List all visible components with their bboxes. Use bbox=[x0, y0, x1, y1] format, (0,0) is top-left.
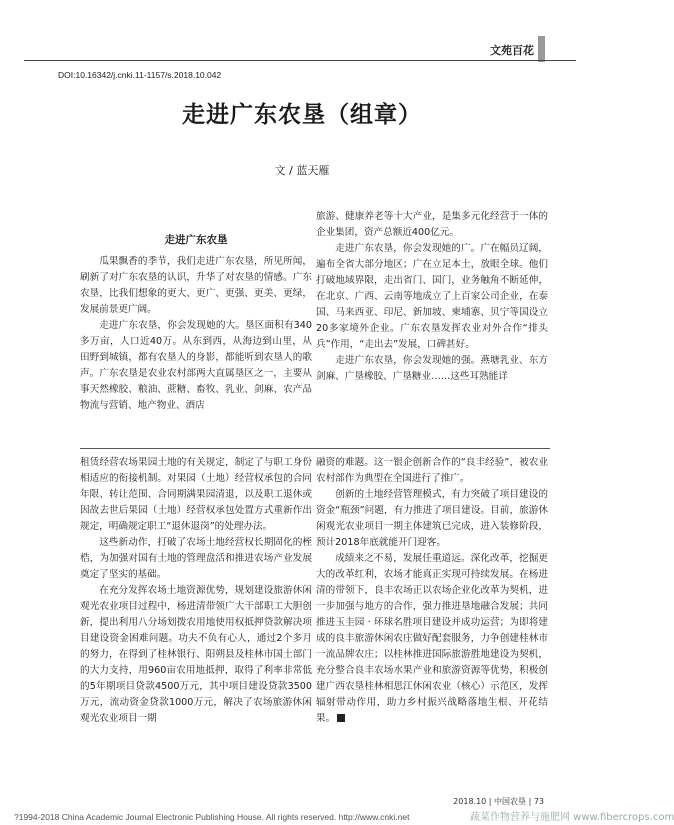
header-rule bbox=[24, 60, 576, 61]
column-right-bottom bbox=[316, 455, 548, 727]
article-title: 走进广东农垦（组章） bbox=[182, 102, 422, 128]
byline: 文 / 蓝天雁 bbox=[274, 164, 330, 177]
paragraph: 走进广东农垦，你会发现她的强。燕塘乳业、东方剑麻、广垦橡胶、广垦糖业……这些耳熟能详 bbox=[316, 355, 548, 382]
paragraph: 这些新动作，打破了农场土地经营权长期固化的桎梏，为加强对国有土地的管理盘活和推进农场产业发展奠定了坚实的基础。 bbox=[80, 537, 312, 580]
paragraph: 旅游、健康养老等十大产业，是集多元化经营于一体的企业集团，资产总额近400亿元。 bbox=[316, 211, 548, 238]
column-left-bottom bbox=[80, 455, 312, 727]
column-right-top bbox=[316, 209, 548, 385]
section-bar bbox=[538, 36, 545, 62]
column-left-top bbox=[80, 232, 312, 414]
watermark: 蔬菜作物营养与施肥网 www.fibercrops.com bbox=[470, 812, 674, 823]
section-label: 文苑百花 bbox=[490, 44, 534, 57]
end-of-article-icon bbox=[337, 714, 345, 722]
copyright-notice: ?1994-2018 China Academic Journal Electronic Publishing House. All rights reserved. http://www.cnki.net bbox=[14, 812, 410, 822]
paragraph: 瓜果飘香的季节，我们走进广东农垦，所见所闻，刷新了对广东农垦的认识，升华了对农垦的情感。广东农垦，比我们想象的更大、更广、更强、更美、更绿，发展前景更广阔。 bbox=[80, 256, 312, 315]
doi: DOI:10.16342/j.cnki.11-1157/s.2018.10.042 bbox=[58, 70, 222, 80]
paragraph-text: 成绩来之不易，发展任重道远。深化改革，挖掘更大的改革红利，农场才能真正实现可持续发展。在杨进清的带领下，良丰农场正以农场企业化改革为契机，进一步加强与地方的合作，强力推进垦地融合发展；共同推进玉圭园 · 环球名胜项目建设并成功运营；为即将建成的良丰旅游休闲农庄做好配套服务，力争创建桂林市一流品牌农庄；以桂林推进国际旅游胜地建设为契机，充分整合良丰农场水果产业和旅游资源等优势，积极创建广西农垦桂林相思江休闲农业（核心）示范区，发挥辐射带动作用，助力乡村振兴战略落地生根、开花结果。 bbox=[316, 553, 548, 724]
subheading: 走进广东农垦 bbox=[164, 234, 228, 246]
paragraph-with-end bbox=[316, 551, 548, 727]
paragraph: 租赁经营农场果园土地的有关规定，制定了与职工身份相适应的衔接机制。对果园（土地）经营权承包的合同年限、转让范围、合同期满果园清退，以及职工退休或因故去世后果园（土地）经营权承包处置方式重新作出规定，明确规定职工“退休退岗”的处理办法。 bbox=[80, 457, 312, 532]
paragraph: 走进广东农垦，你会发现她的广。广在幅员辽阔，遍布全省大部分地区；广在立足本土，放眼全球。他们打破地域界限，走出省门、国门，业务触角不断延伸，在北京、广西、云南等地成立了上百家公司企业，在泰国、马来西亚、印尼、新加坡、柬埔寨、贝宁等国设立20多家境外企业。广东农垦发挥农业对外合作“排头兵”作用，“走出去”发展，口碑甚好。 bbox=[316, 243, 548, 350]
section-divider bbox=[80, 448, 550, 449]
page-info: 2018.10 | 中国农垦 | 73 bbox=[453, 797, 544, 806]
paragraph: 创新的土地经营管理模式，有力突破了项目建设的资金“瓶颈”问题，有力推进了项目建设。目前，旅游休闲观光农业项目一期主体建筑已完成，进入装修阶段，预计2018年底就能开门迎客。 bbox=[316, 489, 548, 548]
paragraph: 走进广东农垦，你会发现她的大。垦区面积有340多万亩，人口近40万。从东到西，从海边到山里，从田野到城镇，都有农垦人的身影，都能听到农垦人的歌声。广东农垦是农业农村部两大直属垦区之一，主要从事天然橡胶、粮油、蔗糖、畜牧、乳业、剑麻、农产品物流与营销、地产物业、酒店 bbox=[80, 320, 312, 411]
paragraph: 融资的难题。这一银企创新合作的“良丰经验”，被农业农村部作为典型在全国进行了推广。 bbox=[316, 457, 548, 484]
paragraph: 在充分发挥农场土地资源优势，规划建设旅游休闲观光农业项目过程中，杨进清带领广大干部职工大胆创新，提出利用八分场划拨农用地使用权抵押贷款解决项目建设资金困难问题。功夫不负有心人，通过2个多月的努力，在得到了桂林银行、阳朔县及桂林市国土部门的大力支持，用960亩农用地抵押，取得了利率非常低的5年期项目贷款4500万元，其中项目建设贷款3500万元，流动资金贷款1000万元，解决了农场旅游休闲观光农业项目一期 bbox=[80, 585, 312, 724]
